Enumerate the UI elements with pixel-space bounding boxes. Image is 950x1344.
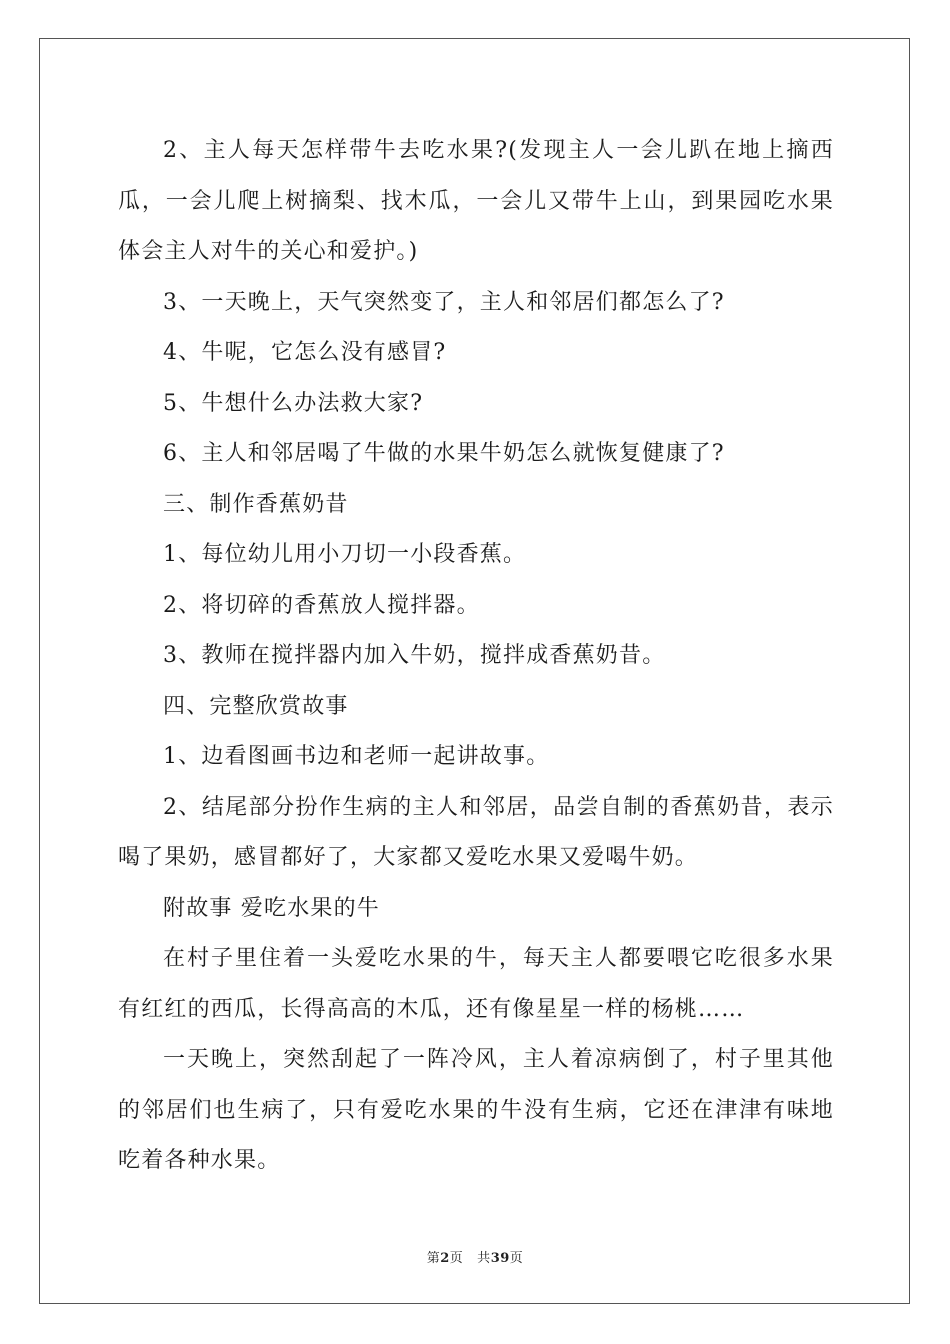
paragraph: 5、牛想什么办法救大家?: [163, 390, 424, 416]
paragraph: 2、主人每天怎样带牛去吃水果?(发现主人一会儿趴在地上摘西瓜，一会儿爬上树摘梨、找木瓜，一会儿又带牛上山，到果园吃水果体会主人对牛的关心和爱护。): [118, 138, 834, 264]
paragraph: 6、主人和邻居喝了牛做的水果牛奶怎么就恢复健康了?: [163, 441, 725, 466]
story-title: 附故事 爱吃水果的牛: [163, 895, 380, 921]
paragraph: 2、将切碎的香蕉放人搅拌器。: [163, 592, 480, 618]
page-prefix: 第: [426, 1251, 441, 1266]
paragraph: 1、每位幼儿用小刀切一小段香蕉。: [163, 542, 527, 567]
paragraph: 4、牛呢，它怎么没有感冒?: [163, 340, 447, 365]
paragraph: 一天晚上，突然刮起了一阵冷风，主人着凉病倒了，村子里其他的邻居们也生病了，只有爱吃水果的牛没有生病，它还在津津有味地吃着各种水果。: [118, 1047, 834, 1173]
total-prefix: 共: [477, 1251, 491, 1266]
paragraph: 2、结尾部分扮作生病的主人和邻居，品尝自制的香蕉奶昔，表示喝了果奶，感冒都好了，大家都又爱吃水果又爱喝牛奶。: [118, 794, 834, 870]
section-heading: 四、完整欣赏故事: [163, 693, 349, 719]
page-unit: 页: [449, 1251, 464, 1266]
paragraph: 在村子里住着一头爱吃水果的牛，每天主人都要喂它吃很多水果有红红的西瓜，长得高高的木瓜，还有像星星一样的杨桃……: [118, 946, 834, 1022]
page-total: 39: [490, 1251, 510, 1266]
document-body: [118, 126, 834, 1187]
total-unit: 页: [509, 1251, 524, 1266]
page-current: 2: [440, 1251, 450, 1266]
paragraph: 1、边看图画书边和老师一起讲故事。: [163, 744, 550, 769]
paragraph: 3、教师在搅拌器内加入牛奶，搅拌成香蕉奶昔。: [163, 643, 666, 668]
page-footer: [0, 1247, 950, 1266]
section-heading: 三、制作香蕉奶昔: [163, 491, 349, 517]
paragraph: 3、一天晚上，天气突然变了，主人和邻居们都怎么了?: [163, 289, 725, 315]
